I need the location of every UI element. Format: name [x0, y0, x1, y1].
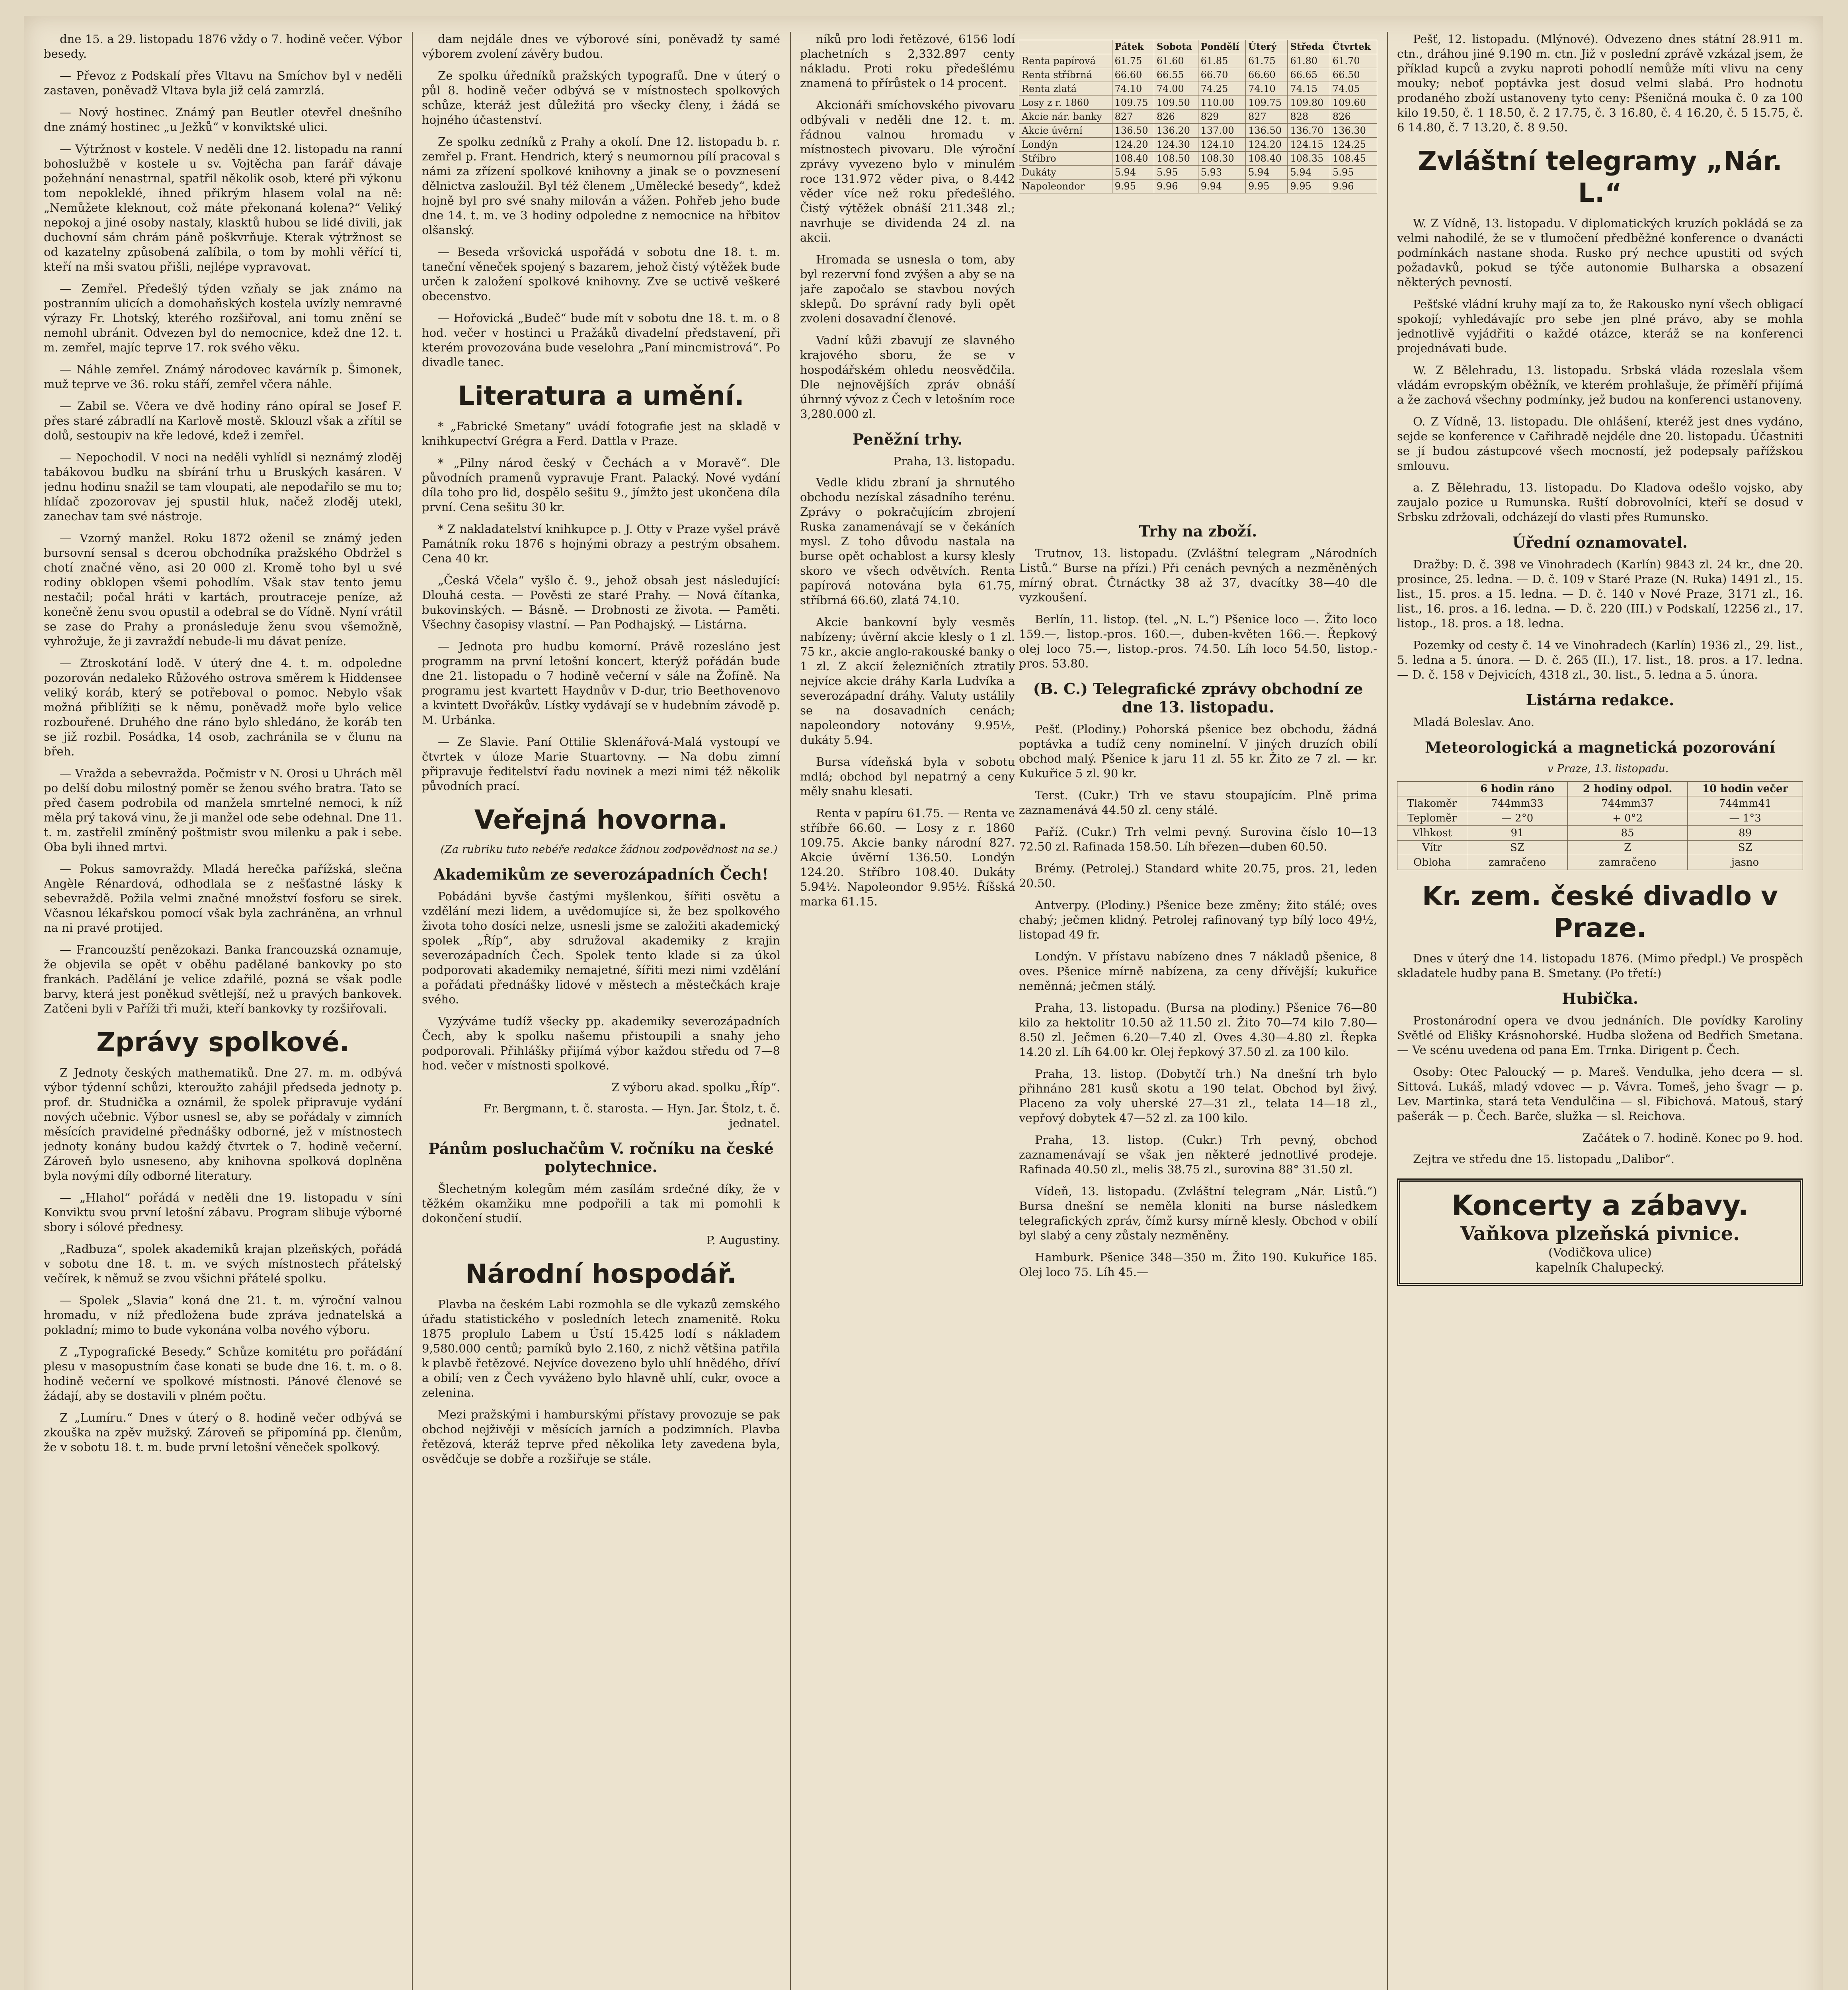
section-heading: Zvláštní telegramy „Nár. L.“ — [1418, 146, 1782, 208]
article-paragraph: Hamburk. Pšenice 348—350 m. Žito 190. Kukuřice 185. Olej loco 75. Líh 45.— — [1019, 1251, 1377, 1279]
table-cell: Dukáty — [1019, 166, 1112, 179]
article-paragraph: „Česká Včela“ vyšlo č. 9., jehož obsah jest následující: Dlouhá cesta. — Pověsti ze staré Prahy. — Nová čítanka, bukovinských. — Básně. — Drobnosti ze života. — Paměti. Všechny časopisy vlastní. — Pan Podhajský. — Listárna. — [422, 574, 780, 631]
table-cell: 124.10 — [1198, 138, 1245, 152]
table-cell: 136.50 — [1246, 124, 1288, 138]
section-heading: Zprávy spolkové. — [96, 1027, 350, 1057]
article-paragraph: — Ztroskotání lodě. V úterý dne 4. t. m. odpoledne pozorován nedaleko Růžového ostrova směrem k Hiddensee veliký koráb, který se potřeboval o pomoc. Nebylo však možná přiblížiti se k němu, poněvadž moře bylo velice rozbouřené. Druhého dne ráno bylo shledáno, že koráb ten se již rozbil. Posádka, 14 osob, zachránila se v člunu na břeh. — [44, 656, 402, 758]
article-paragraph: * „Fabrické Smetany“ uvádí fotografie jest na skladě v knihkupectví Grégra a Ferd. Dattla v Praze. — [422, 419, 780, 448]
table-cell: Teploměr — [1397, 811, 1467, 826]
table-cell: 61.60 — [1154, 54, 1198, 68]
table-cell: 108.50 — [1154, 152, 1198, 166]
table-cell: Renta papírová — [1019, 54, 1112, 68]
table-cell: 74.05 — [1330, 82, 1377, 96]
article-paragraph: — Vzorný manžel. Roku 1872 oženil se známý jeden bursovní sensal s dcerou obchodníka pražského Obdržel s chotí značné věno, asi 20 000 zl. Kromě toho byl u své rodiny obklopen všemi pohodlím. Však stav tento jemu nestačil; počal hráti v kartách, proutraceje peníze, až konečně ženu svou opustil a odebral se do Vídně. Nyní vrátil se zase do Prahy a pronásleduje ženu svou všemožně, vyhrožuje, že ji zavraždí nebude-li mu dávat peníze. — [44, 531, 402, 648]
article-paragraph: Z „Typografické Besedy.“ Schůze komitétu pro pořádání plesu v masopustním čase konati se bude dne 16. t. m. o 8. hodině večerní ve spolkové místnosti. Pánové členové se žádají, aby se dostavili v plném počtu. — [44, 1345, 402, 1403]
table-cell: 124.30 — [1154, 138, 1198, 152]
table-row — [1019, 179, 1377, 193]
article-paragraph: Praha, 13. listop. (Dobytčí trh.) Na dnešní trh bylo přihnáno 281 kusů skotu a 190 telat. Obchod byl živý. Placeno za voly uherské 27—31 zl., telata 14—18 zl., vepřový dobytek 47—52 zl. za 100 kilo. — [1019, 1067, 1377, 1125]
advertisement-box — [1397, 1178, 1803, 1286]
article-paragraph: * Z nakladatelství knihkupce p. J. Otty v Praze vyšel právě Památník roku 1876 s hojnými obrazy a pestrým obsahem. Cena 40 kr. — [422, 522, 780, 565]
table-cell: Akcie nár. banky — [1019, 110, 1112, 124]
table-cell: 74.15 — [1288, 82, 1330, 96]
table-cell: 5.93 — [1198, 166, 1245, 179]
article-paragraph: — Převoz z Podskalí přes Vltavu na Smíchov byl v neděli zastaven, poněvadž Vltava byla již celá zamrzlá. — [44, 69, 402, 97]
article-paragraph: Šlechetným kolegům mém zasílám srdečné díky, že v těžkém okamžiku mne podpořili a tak mi pomohli k dokončení studií. — [422, 1182, 780, 1225]
ad-band: kapelník Chalupecký. — [1536, 1261, 1665, 1275]
table-cell: 61.80 — [1288, 54, 1330, 68]
table-cell: 85 — [1567, 826, 1687, 841]
section-heading: Národní hospodář. — [465, 1258, 737, 1289]
table-cell: SZ — [1688, 841, 1803, 855]
table-cell: 66.70 — [1198, 68, 1245, 82]
table-cell: 744mm37 — [1567, 796, 1687, 811]
table-cell: Renta stříbrná — [1019, 68, 1112, 82]
table-cell: SZ — [1467, 841, 1568, 855]
article-paragraph: W. Z Bělehradu, 13. listopadu. Srbská vláda rozeslala všem vládám evropským oběžník, ve kterém prohlašuje, že příměří přijímá a že zachová všechny podmínky, jež budou na konferenci ustanoveny. — [1397, 363, 1803, 406]
article-paragraph: Pobádáni byvše častými myšlenkou, šířiti osvětu a vzdělání mezi lidem, a uvědomujíce si, že bez spolkového života toho dosíci nelze, usnesli jsme se založiti akademický spolek „Říp“, aby sdružoval akademiky z krajin severozápadních Čech. Spolek tento klade si za úkol podporovati akademiky nemajetné, šířiti mezi nimi vzdělání a pořádati přednášky lidové v městech a městečkách kraje svého. — [422, 890, 780, 1006]
table-cell: + 0°2 — [1567, 811, 1687, 826]
table-cell: 109.80 — [1288, 96, 1330, 110]
table-cell: 744mm33 — [1467, 796, 1568, 811]
table-row — [1019, 166, 1377, 179]
article-paragraph: a. Z Bělehradu, 13. listopadu. Do Kladova odešlo vojsko, aby zaujalo pozice u Rumunska. Ruští dobrovolníci, kteří se dosud v Srbsku zdržovali, odcházejí do vlasti přes Rumunsko. — [1397, 481, 1803, 524]
table-cell: Napoleondor — [1019, 179, 1112, 193]
article-heading: Listárna redakce. — [1526, 691, 1674, 709]
article-paragraph: — Ze Slavie. Paní Ottilie Sklenářová-Malá vystoupí ve čtvrtek v úloze Marie Stuartovny. — Na dobu zimní připravuje ředitelství řadu novinek a mezi nimi též několik původních prací. — [422, 735, 780, 793]
table-cell: 108.45 — [1330, 152, 1377, 166]
table-cell: 66.50 — [1330, 68, 1377, 82]
table-cell: 61.70 — [1330, 54, 1377, 68]
table-cell: 109.75 — [1246, 96, 1288, 110]
exchange-rate-table — [1019, 40, 1377, 193]
table-cell: 9.95 — [1246, 179, 1288, 193]
table-cell: 110.00 — [1198, 96, 1245, 110]
table-cell: 124.20 — [1246, 138, 1288, 152]
article-paragraph: — Nový hostinec. Známý pan Beutler otevřel dnešního dne známý hostinec „u Ježků“ v konviktské ulici. — [44, 105, 402, 134]
table-cell: 5.94 — [1112, 166, 1154, 179]
table-cell: 136.20 — [1154, 124, 1198, 138]
table-cell: 61.85 — [1198, 54, 1245, 68]
article-paragraph: Zejtra ve středu dne 15. listopadu „Dalibor“. — [1413, 1152, 1674, 1166]
table-cell: jasno — [1688, 855, 1803, 870]
editorial-note: v Praze, 13. listopadu. — [1547, 763, 1669, 775]
table-cell: 89 — [1688, 826, 1803, 841]
article-paragraph: — Spolek „Slavia“ koná dne 21. t. m. výroční valnou hromadu, v níž předložena bude zpráva jednatelská a pokladní; mimo to bude vykonána volba nového výboru. — [44, 1294, 402, 1336]
table-cell: 136.30 — [1330, 124, 1377, 138]
article-paragraph: O. Z Vídně, 13. listopadu. Dle ohlášení, kteréž jest dnes vydáno, sejde se konference v Cařihradě nejdéle dne 20. listopadu. Účastniti se jí budou zástupcové všech mocností, jež podepsaly pařížskou smlouvu. — [1397, 415, 1803, 472]
signature-line: Praha, 13. listopadu. — [893, 455, 1015, 468]
weather-table — [1397, 781, 1803, 870]
section-heading: Veřejná hovorna. — [474, 804, 728, 835]
column-1 — [44, 32, 402, 1990]
table-cell: 827 — [1112, 110, 1154, 124]
article-paragraph: Z „Lumíru.“ Dnes v úterý o 8. hodině večer odbývá se zkouška na zpěv mužský. Zároveň se připomíná pp. členům, že v sobotu 18. t. m. bude první letošní věneček spolkový. — [44, 1411, 402, 1454]
article-paragraph: — Náhle zemřel. Známý národovec kavárník p. Šimonek, muž teprve ve 36. roku stáří, zemřel včera náhle. — [44, 363, 402, 391]
table-cell: 136.50 — [1112, 124, 1154, 138]
article-paragraph: Mezi pražskými i hamburskými přístavy provozuje se pak obchod nejživěji v měsících jarních a podzimních. Plavba řetězová, kteráž teprve před několika lety zavedena byla, osvědčuje se dobře a rozšiřuje se stále. — [422, 1408, 780, 1465]
column-divider — [790, 32, 791, 1990]
table-cell: Tlakoměr — [1397, 796, 1467, 811]
table-cell: Vítr — [1397, 841, 1467, 855]
table-cell: 66.60 — [1112, 68, 1154, 82]
article-paragraph: * „Pilny národ český v Čechách a v Moravě“. Dle původních pramenů vypravuje Frant. Palacký. Nové vydání díla toho pro lid, dospělo sešitu 9., jímžto jest ukončena díla první. Cena sešitu 30 kr. — [422, 456, 780, 514]
article-heading: Meteorologická a magnetická pozorování — [1425, 738, 1776, 756]
table-cell: 827 — [1246, 110, 1288, 124]
article-paragraph: — Beseda vršovická uspořádá v sobotu dne 18. t. m. taneční věneček spojený s bazarem, jehož čistý výtěžek bude určen k založení spolkové knihovny. Zve se uctivě veškeré obecenstvo. — [422, 245, 780, 303]
article-paragraph: Pešťské vládní kruhy mají za to, že Rakousko nyní všech obligací spokojí; vyhledávajíc pro sebe jen plné právo, aby se mohla jednotlivě vyjádřiti o každé otázce, kteráž se na konferenci projednávati bude. — [1397, 297, 1803, 355]
article-paragraph: — Jednota pro hudbu komorní. Právě rozesláno jest programm na první letošní koncert, kterýž pořádán bude dne 21. listopadu o 7 hodině večerní v sále na Žofíně. Na programu jest kvartett Haydnův v D-dur, trio Beethovenovo a kvintett Dvořákův. Lístky vydávají se v hudebním závodě p. M. Urbánka. — [422, 640, 780, 727]
table-header: Sobota — [1154, 40, 1198, 54]
table-cell: 74.10 — [1246, 82, 1288, 96]
article-paragraph: Akcie bankovní byly vesměs nabízeny; úvěrní akcie klesly o 1 zl. 75 kr., akcie anglo-rakouské banky o 1 zl. Z akcií železničních ztratily nejvíce akcie dráhy Karla Ludvíka a severozápadní dráhy. Valuty ustálily se na dosavadních cenách; napoleondory notovány 9.95½, dukáty 5.94. — [800, 615, 1015, 747]
table-cell: 9.95 — [1112, 179, 1154, 193]
section-heading: Literatura a umění. — [458, 380, 744, 411]
table-cell: zamračeno — [1567, 855, 1687, 870]
article-paragraph: Prostonárodní opera ve dvou jednáních. Dle povídky Karoliny Světlé od Elišky Krásnohorské. Hudba složena od Bedřich Smetana. — Ve scénu uvedena od pana Em. Trnka. Dirigent p. Čech. — [1397, 1014, 1803, 1057]
table-cell: 108.40 — [1112, 152, 1154, 166]
table-cell: 826 — [1330, 110, 1377, 124]
table-header: Úterý — [1246, 40, 1288, 54]
table-cell: 61.75 — [1246, 54, 1288, 68]
table-cell: 9.94 — [1198, 179, 1245, 193]
ad-title: Koncerty a zábavy. — [1451, 1189, 1749, 1222]
table-cell: — 1°3 — [1688, 811, 1803, 826]
table-cell: 108.40 — [1246, 152, 1288, 166]
table-cell: 74.00 — [1154, 82, 1198, 96]
article-paragraph: Pešť, 12. listopadu. (Mlýnové). Odvezeno dnes státní 28.911 m. ctn., dráhou jiné 9.190 m. ctn. Již v poslední zprávě vzkázal jsem, že příklad kupců a zvyku naproti pohodlí nemůže míti vlivu na ceny mouky; neboť poptávka jest dosud velmi slabá. Pro hodnotu prodaného zboží ustanoveny tyto ceny: Pšeničná mouka č. 0 za 100 kilo 19.50, č. 1 18.50, č. 2 17.75, č. 3 16.80, č. 4 16.20, č. 5 15.75, č. 6 14.80, č. 7 13.20, č. 8 9.50. — [1397, 32, 1803, 134]
table-cell: 826 — [1154, 110, 1198, 124]
table-cell: Akcie úvěrní — [1019, 124, 1112, 138]
article-paragraph: Pozemky od cesty č. 14 ve Vinohradech (Karlín) 1936 zl., 29. list., 5. ledna a 5. února. — D. č. 265 (II.), 17. list., 18. pros. a 17. ledna. — D. č. 158 v Dejvicích, 4318 zl., 30. list., 5. ledna a 5. února. — [1397, 638, 1803, 681]
table-cell: Londýn — [1019, 138, 1112, 152]
table-cell: Z — [1567, 841, 1687, 855]
article-paragraph: Dnes v úterý dne 14. listopadu 1876. (Mimo předpl.) Ve prospěch skladatele hudby pana B. Smetany. (Po třetí:) — [1397, 952, 1803, 980]
table-cell: 124.25 — [1330, 138, 1377, 152]
table-header: 6 hodin ráno — [1467, 782, 1568, 796]
article-paragraph: níků pro lodi řetězové, 6156 lodí plachetních s 2,332.897 centy nákladu. Proti roku předešlému znamená to přírůstek o 14 procent. — [800, 32, 1015, 90]
table-cell: 5.95 — [1154, 166, 1198, 179]
article-paragraph: Vyzýváme tudíž všecky pp. akademiky severozápadních Čech, aby k spolku našemu přistoupili a snahy jeho podporovali. Přihlášky přijímá výbor každou středu od 7—8 hod. večer v místnosti spolkové. — [422, 1015, 780, 1072]
article-paragraph: Terst. (Cukr.) Trh ve stavu stoupajícím. Plně prima zaznamenává 44.50 zl. ceny stálé. — [1019, 788, 1377, 817]
table-row — [1397, 796, 1803, 811]
article-paragraph: — Vražda a sebevražda. Počmistr v N. Orosi u Uhrách měl po delší dobu milostný poměr se ženou svého bratra. Tato se před časem podrobila od manžela smrtelné nemoci, k níž měla prý taková vinu, že ji manžel ode sebe odehnal. Dne 11. t. m. zastřelil zmíněný poštmistr svou milenku a pak i sebe. Oba byli ihned mrtvi. — [44, 767, 402, 854]
column-divider — [412, 32, 413, 1990]
table-row — [1397, 841, 1803, 855]
article-paragraph: — Pokus samovraždy. Mladá herečka pařížská, slečna Angèle Rénardová, odhodlala se z nešťastné lásky k sebevraždě. Požila velmi značné množství fosforu se sirek. Včasnou lékařskou pomocí však byla zachráněna, an vrhnul na ni pravé protijed. — [44, 862, 402, 935]
table-cell: 109.75 — [1112, 96, 1154, 110]
signature-line: Začátek o 7. hodině. Konec po 9. hod. — [1582, 1131, 1803, 1145]
article-paragraph: Vedle klidu zbraní ja shrnutého obchodu nezískal zásadního terénu. Zprávy o pokračujícím zbrojení Ruska zanamenávají se v čekáních mysl. Z toho důvodu nastala na burse opět ochablost a kursy klesly skoro ve všech odvětvích. Renta papírová notována byla 61.75, stříbrná 66.60, zlatá 74.10. — [800, 476, 1015, 607]
article-paragraph: Renta v papíru 61.75. — Renta ve stříbře 66.60. — Losy z r. 1860 109.75. Akcie banky národní 827. Akcie úvěrní 136.50. Londýn 124.20. Stříbro 108.40. Dukáty 5.94½. Napoleondor 9.95½. Říšská marka 61.15. — [800, 806, 1015, 908]
article-heading: Úřední oznamovatel. — [1512, 533, 1688, 551]
article-paragraph: Z Jednoty českých mathematiků. Dne 27. m. m. odbývá výbor týdenní schůzi, kteroužto zahájil předseda jednoty p. prof. dr. Studnička a oznámil, že spolek připravuje vydání nových učebnic. Výbor usnesl se, aby se pořádaly v zimních měsících pravidelné přednášky odborné, jež v místnostech jednoty konány budou každý čtvrtek o 7. hodině večerní. Zároveň bylo usneseno, aby knihovna spolková doplněna byla novými díly odborné literatury. — [44, 1066, 402, 1182]
table-row — [1397, 826, 1803, 841]
table-cell: 9.96 — [1330, 179, 1377, 193]
article-paragraph: Ze spolku zedníků z Prahy a okolí. Dne 12. listopadu b. r. zemřel p. Frant. Hendrich, který s neumornou pílí pracoval s námi za zřízení spolkové knihovny a jinak se o povznesení dělnictva zasloužil. Byl též členem „Umělecké besedy“, kdež hojně byl pro své snahy milován a vážen. Pohřeb jeho bude dne 14. t. m. ve 3 hodiny odpoledne z nemocnice na hřbitov olšanský. — [422, 135, 780, 237]
article-paragraph: — Zabil se. Včera ve dvě hodiny ráno opíral se Josef F. přes staré zábradlí na Karlově mostě. Sklouzl však a zřítil se dolů, sestoupiv na kře ledové, kdež i zemřel. — [44, 399, 402, 442]
ad-venue: Vaňkova plzeňská pivnice. — [1460, 1223, 1740, 1245]
signature-line: Fr. Bergmann, t. č. starosta. — Hyn. Jar. Štolz, t. č. jednatel. — [483, 1102, 780, 1130]
column-3 — [800, 32, 1015, 1990]
table-cell: zamračeno — [1467, 855, 1568, 870]
article-heading: Akademikům ze severozápadních Čech! — [433, 865, 769, 883]
article-paragraph: Bursa vídeňská byla v sobotu mdlá; obchod byl nepatrný a ceny měly snahu klesati. — [800, 755, 1015, 798]
table-cell: Stříbro — [1019, 152, 1112, 166]
editorial-note: (Za rubriku tuto nebéře redakce žádnou zodpovědnost na se.) — [440, 843, 778, 856]
table-cell: 829 — [1198, 110, 1245, 124]
signature-line: P. Augustiny. — [706, 1233, 780, 1247]
article-paragraph: Trutnov, 13. listopadu. (Zvláštní telegram „Národních Listů.“ Burse na přízi.) Při cenách pevných a nezměněných mírný obrat. Čtrnáctky 38 až 37, dvacítky 38—40 dle vyzkoušení. — [1019, 546, 1377, 604]
table-cell: 9.96 — [1154, 179, 1198, 193]
table-cell: 66.55 — [1154, 68, 1198, 82]
table-header: Pondělí — [1198, 40, 1245, 54]
table-header — [1019, 40, 1112, 54]
article-paragraph: Hromada se usnesla o tom, aby byl rezervní fond zvýšen a aby se na jaře započalo se stavbou nových sklepů. Do správní rady byli opět zvoleni dosavadní členové. — [800, 253, 1015, 325]
article-paragraph: W. Z Vídně, 13. listopadu. V diplomatických kruzích pokládá se za velmi nahodilé, že se v tlumočení předběžné konference o dvanácti podmínkách nastane shoda. Rusko prý nechce upustiti od svých požadavků, pokud se týče autonomie Bulharska a obsazení některých pevností. — [1397, 217, 1803, 289]
article-paragraph: Paříž. (Cukr.) Trh velmi pevný. Surovina číslo 10—13 72.50 zl. Rafinada 158.50. Líh březen—duben 60.50. — [1019, 825, 1377, 853]
article-paragraph: Pešť. (Plodiny.) Pohorská pšenice bez obchodu, žádná poptávka a tudíž ceny nominelní. V jiných druzích obilí obchod malý. Pšenice k jaru 11 zl. 55 kr. Žito ze 7 zl. — kr. Kukuřice 5 zl. 90 kr. — [1019, 722, 1377, 780]
article-paragraph: Osoby: Otec Paloucký — p. Mareš. Vendulka, jeho dcera — sl. Sittová. Lukáš, mladý vdovec — p. Vávra. Tomeš, jeho švagr — p. Lev. Martinka, stará teta Vendulčina — sl. Fibichová. Matouš, starý pašerák — p. Čech. Barče, služka — sl. Reichova. — [1397, 1065, 1803, 1123]
table-cell: 744mm41 — [1688, 796, 1803, 811]
article-paragraph: Dražby: D. č. 398 ve Vinohradech (Karlín) 9843 zl. 24 kr., dne 20. prosince, 25. ledna. — D. č. 109 v Staré Praze (N. Ruka) 1491 zl., 15. list., 15. pros. a 15. ledna. — D. č. 140 v Nové Praze, 3171 zl., 16. list., 16. pros. a 16. ledna. — D. č. 220 (III.) v Podskalí, 12256 zl., 17. listop., 18. pros. a 18. ledna. — [1397, 558, 1803, 630]
table-cell: 74.10 — [1112, 82, 1154, 96]
table-cell: — 2°0 — [1467, 811, 1568, 826]
table-cell: 828 — [1288, 110, 1330, 124]
table-row — [1019, 54, 1377, 68]
table-cell: 74.25 — [1198, 82, 1245, 96]
column-2 — [422, 32, 780, 1990]
table-header: 2 hodiny odpol. — [1567, 782, 1687, 796]
column-4 — [1019, 513, 1377, 1990]
table-cell: 9.95 — [1288, 179, 1330, 193]
table-header: Čtvrtek — [1330, 40, 1377, 54]
table-cell: 5.94 — [1288, 166, 1330, 179]
table-cell: Renta zlatá — [1019, 82, 1112, 96]
article-paragraph: Mladá Boleslav. Ano. — [1413, 715, 1535, 729]
table-cell: 124.15 — [1288, 138, 1330, 152]
newspaper-page — [24, 16, 1823, 1990]
table-cell: 91 — [1467, 826, 1568, 841]
table-row — [1019, 124, 1377, 138]
table-cell: 109.60 — [1330, 96, 1377, 110]
column-5 — [1397, 32, 1803, 1990]
article-paragraph: — Nepochodil. V noci na neděli vyhlídl si neznámý zloděj tabákovou budku na sbírání trhu u Bruských kasáren. V jednu hodinu snažil se tam vloupati, ale nepodařilo se mu to; hlídač zpozorovav jej spustil hluk, načež zloděj utekl, zanechav tam své nástroje. — [44, 451, 402, 523]
table-row — [1397, 811, 1803, 826]
article-paragraph: — „Hlahol“ pořádá v neděli dne 19. listopadu v síni Konviktu svou první letošní zábavu. Program slibuje výborné sbory i sólové přednesy. — [44, 1191, 402, 1234]
table-row — [1019, 152, 1377, 166]
table-cell: 61.75 — [1112, 54, 1154, 68]
article-heading: Peněžní trhy. — [852, 430, 963, 448]
article-paragraph: Vadní kůži zbavují ze slavného krajového sboru, že se v hospodářském ohledu neosvědčila. Dle nejnovějších zpráv obnáší úhrnný vývoz z Čech v letošním roce 3,280.000 zl. — [800, 334, 1015, 421]
table-row — [1019, 138, 1377, 152]
table-header: 10 hodin večer — [1688, 782, 1803, 796]
article-paragraph: Brémy. (Petrolej.) Standard white 20.75, pros. 21, leden 20.50. — [1019, 862, 1377, 890]
section-heading: Kr. zem. české divadlo v Praze. — [1422, 881, 1778, 943]
article-paragraph: Antverpy. (Plodiny.) Pšenice beze změny; žito stálé; oves chabý; ječmen klidný. Petrolej rafinovaný typ bílý loco 49½, listopad 49 fr. — [1019, 898, 1377, 941]
article-heading: Hubička. — [1562, 989, 1638, 1007]
table-cell: Obloha — [1397, 855, 1467, 870]
table-cell: 66.65 — [1288, 68, 1330, 82]
article-paragraph: Ze spolku úředníků pražských typografů. Dne v úterý o půl 8. hodině večer odbývá se v místnostech spolkových schůze, kteráž jest důležitá pro všecky členy, i žádá se hojného účastenství. — [422, 69, 780, 127]
article-paragraph: Vídeň, 13. listopadu. (Zvláštní telegram „Nár. Listů.“) Bursa dnešní se neměla kloniti na burse následkem telegrafických zpráv, čímž kursy mírně klesly. Obchod v obilí byl slabý a ceny zůstaly nezměněny. — [1019, 1184, 1377, 1242]
ad-street: (Vodičkova ulice) — [1548, 1246, 1652, 1260]
table-cell: 5.95 — [1330, 166, 1377, 179]
article-paragraph: Praha, 13. listopadu. (Bursa na plodiny.) Pšenice 76—80 kilo za hektolitr 10.50 až 11.50 zl. Žito 70—74 kilo 7.80—8.50 zl. Ječmen 6.20—7.40 zl. Oves 4.30—4.80 zl. Řepka 14.20 zl. Líh 64.00 kr. Olej řepkový 37.50 zl. za 100 kilo. — [1019, 1001, 1377, 1059]
table-cell: 66.60 — [1246, 68, 1288, 82]
article-paragraph: — Zemřel. Předešlý týden vzňaly se jak známo na postranním ulicích a domohaňských kostela uvízly nemravné výrazy Fr. Lhotský, kterého rozšiřoval, ani tomu znění se nemohl ubránit. Odvezen byl do nemocnice, kdež dne 12. t. m. zemřel, majíc teprve 17. rok svého věku. — [44, 282, 402, 354]
article-paragraph: Praha, 13. listop. (Cukr.) Trh pevný, obchod zaznamenávají se však jen některé jednotlivé prodeje. Rafinada 40.50 zl., melis 38.75 zl., surovina 88° 31.50 zl. — [1019, 1133, 1377, 1176]
table-cell: 108.35 — [1288, 152, 1330, 166]
article-heading: Pánům posluchačům V. ročníku na české polytechnice. — [428, 1139, 774, 1176]
article-paragraph: Berlín, 11. listop. (tel. „N. L.“) Pšenice loco —. Žito loco 159.—, listop.-pros. 160.—, duben-květen 166.—. Řepkový olej loco 75.—, listop.-pros. 74.50. Líh loco 54.50, listop.-pros. 53.80. — [1019, 613, 1377, 670]
table-cell: 137.00 — [1198, 124, 1245, 138]
article-paragraph: dne 15. a 29. listopadu 1876 vždy o 7. hodině večer. Výbor besedy. — [44, 32, 402, 60]
article-paragraph: — Hořovická „Budeč“ bude mít v sobotu dne 18. t. m. o 8 hod. večer v hostinci u Pražáků divadelní představení, při kterém provozována bude veselohra „Paní mincmistrová“. Po divadle tanec. — [422, 311, 780, 369]
article-paragraph: — Francouzští penězokazi. Banka francouzská oznamuje, že objevila se opět v oběhu padělané bankovky po sto frankách. Padělání je velice zdařilé, pozná se však podle barvy, která jest poněkud světlejší, než u pravých bankovek. Zatčeni byli v Paříži tři muži, kteří bankovky ty rozšiřovali. — [44, 943, 402, 1015]
article-paragraph: „Radbuza“, spolek akademiků krajan plzeňských, pořádá v sobotu dne 18. t. m. ve svých místnostech přátelský večírek, k němuž se zvou všichni přátelé spolku. — [44, 1242, 402, 1285]
table-cell: 108.30 — [1198, 152, 1245, 166]
table-header: Středa — [1288, 40, 1330, 54]
table-row — [1019, 68, 1377, 82]
table-row — [1019, 110, 1377, 124]
table-cell: 136.70 — [1288, 124, 1330, 138]
table-row — [1397, 855, 1803, 870]
table-cell: 124.20 — [1112, 138, 1154, 152]
table-row — [1019, 96, 1377, 110]
article-paragraph: Akcionáři smíchovského pivovaru odbývali v neděli dne 12. t. m. řádnou valnou hromadu v místnostech pivovaru. Dle výroční zprávy vyvezeno bylo v minulém roce 131.972 věder piva, o 8.442 věder více než roku předešlého. Čistý výtěžek obnáší 211.348 zl.; navrhuje se dividenda 24 zl. na akcii. — [800, 98, 1015, 244]
article-paragraph: Londýn. V přístavu nabízeno dnes 7 nákladů pšenice, 8 oves. Pšenice mírně nabízena, za ceny dřívější; kukuřice neměnná; ječmen stálý. — [1019, 950, 1377, 993]
table-header: Pátek — [1112, 40, 1154, 54]
article-paragraph: Plavba na českém Labi rozmohla se dle vykazů zemského úřadu statistického v posledních letech znamenitě. Roku 1875 proplulo Labem u Ústí 15.425 lodí s nákladem 9,580.000 centů; parníků bylo 2.160, z nichž většina patřila k plavbě řetězové. Nejvíce dovezeno bylo uhlí hnědého, dříví a obilí; ven z Čech vyváženo bylo hlavně uhlí, cukr, ovoce a zelenina. — [422, 1297, 780, 1399]
table-row — [1019, 82, 1377, 96]
article-heading: Trhy na zboží. — [1139, 522, 1257, 540]
signature-line: Z výboru akad. spolku „Říp“. — [611, 1081, 780, 1094]
table-cell: Vlhkost — [1397, 826, 1467, 841]
article-paragraph: dam nejdále dnes ve výborové síni, poněvadž ty samé výborem zvolení závěry budou. — [422, 32, 780, 60]
table-cell: 109.50 — [1154, 96, 1198, 110]
table-cell: Losy z r. 1860 — [1019, 96, 1112, 110]
article-paragraph: — Výtržnost v kostele. V neděli dne 12. listopadu na ranní bohoslužbě v kostele u sv. Vojtěcha pan farář dávaje požehnání nenastrnal, spatřil několik osob, které při výkonu tom nepokleklé, ihned přikrým hlasem volal na ně: „Nemůžete kleknout, což máte překonaná kolena?“ Veliký nepokoj a jiné osoby nastaly, klasktů hubou se lidé divili, jak duchovní sám chrám páně poškvrňuje. Kterak výtržnost se od kazatelny způsobená zalíbila, o tom by mohli věřící ti, kteří na mši svatou přišli, nejlépe vypravovat. — [44, 142, 402, 273]
table-cell: 5.94 — [1246, 166, 1288, 179]
table-header — [1397, 782, 1467, 796]
article-heading: (B. C.) Telegrafické zprávy obchodní ze dne 13. listopadu. — [1033, 680, 1363, 716]
column-divider — [1387, 32, 1388, 1990]
